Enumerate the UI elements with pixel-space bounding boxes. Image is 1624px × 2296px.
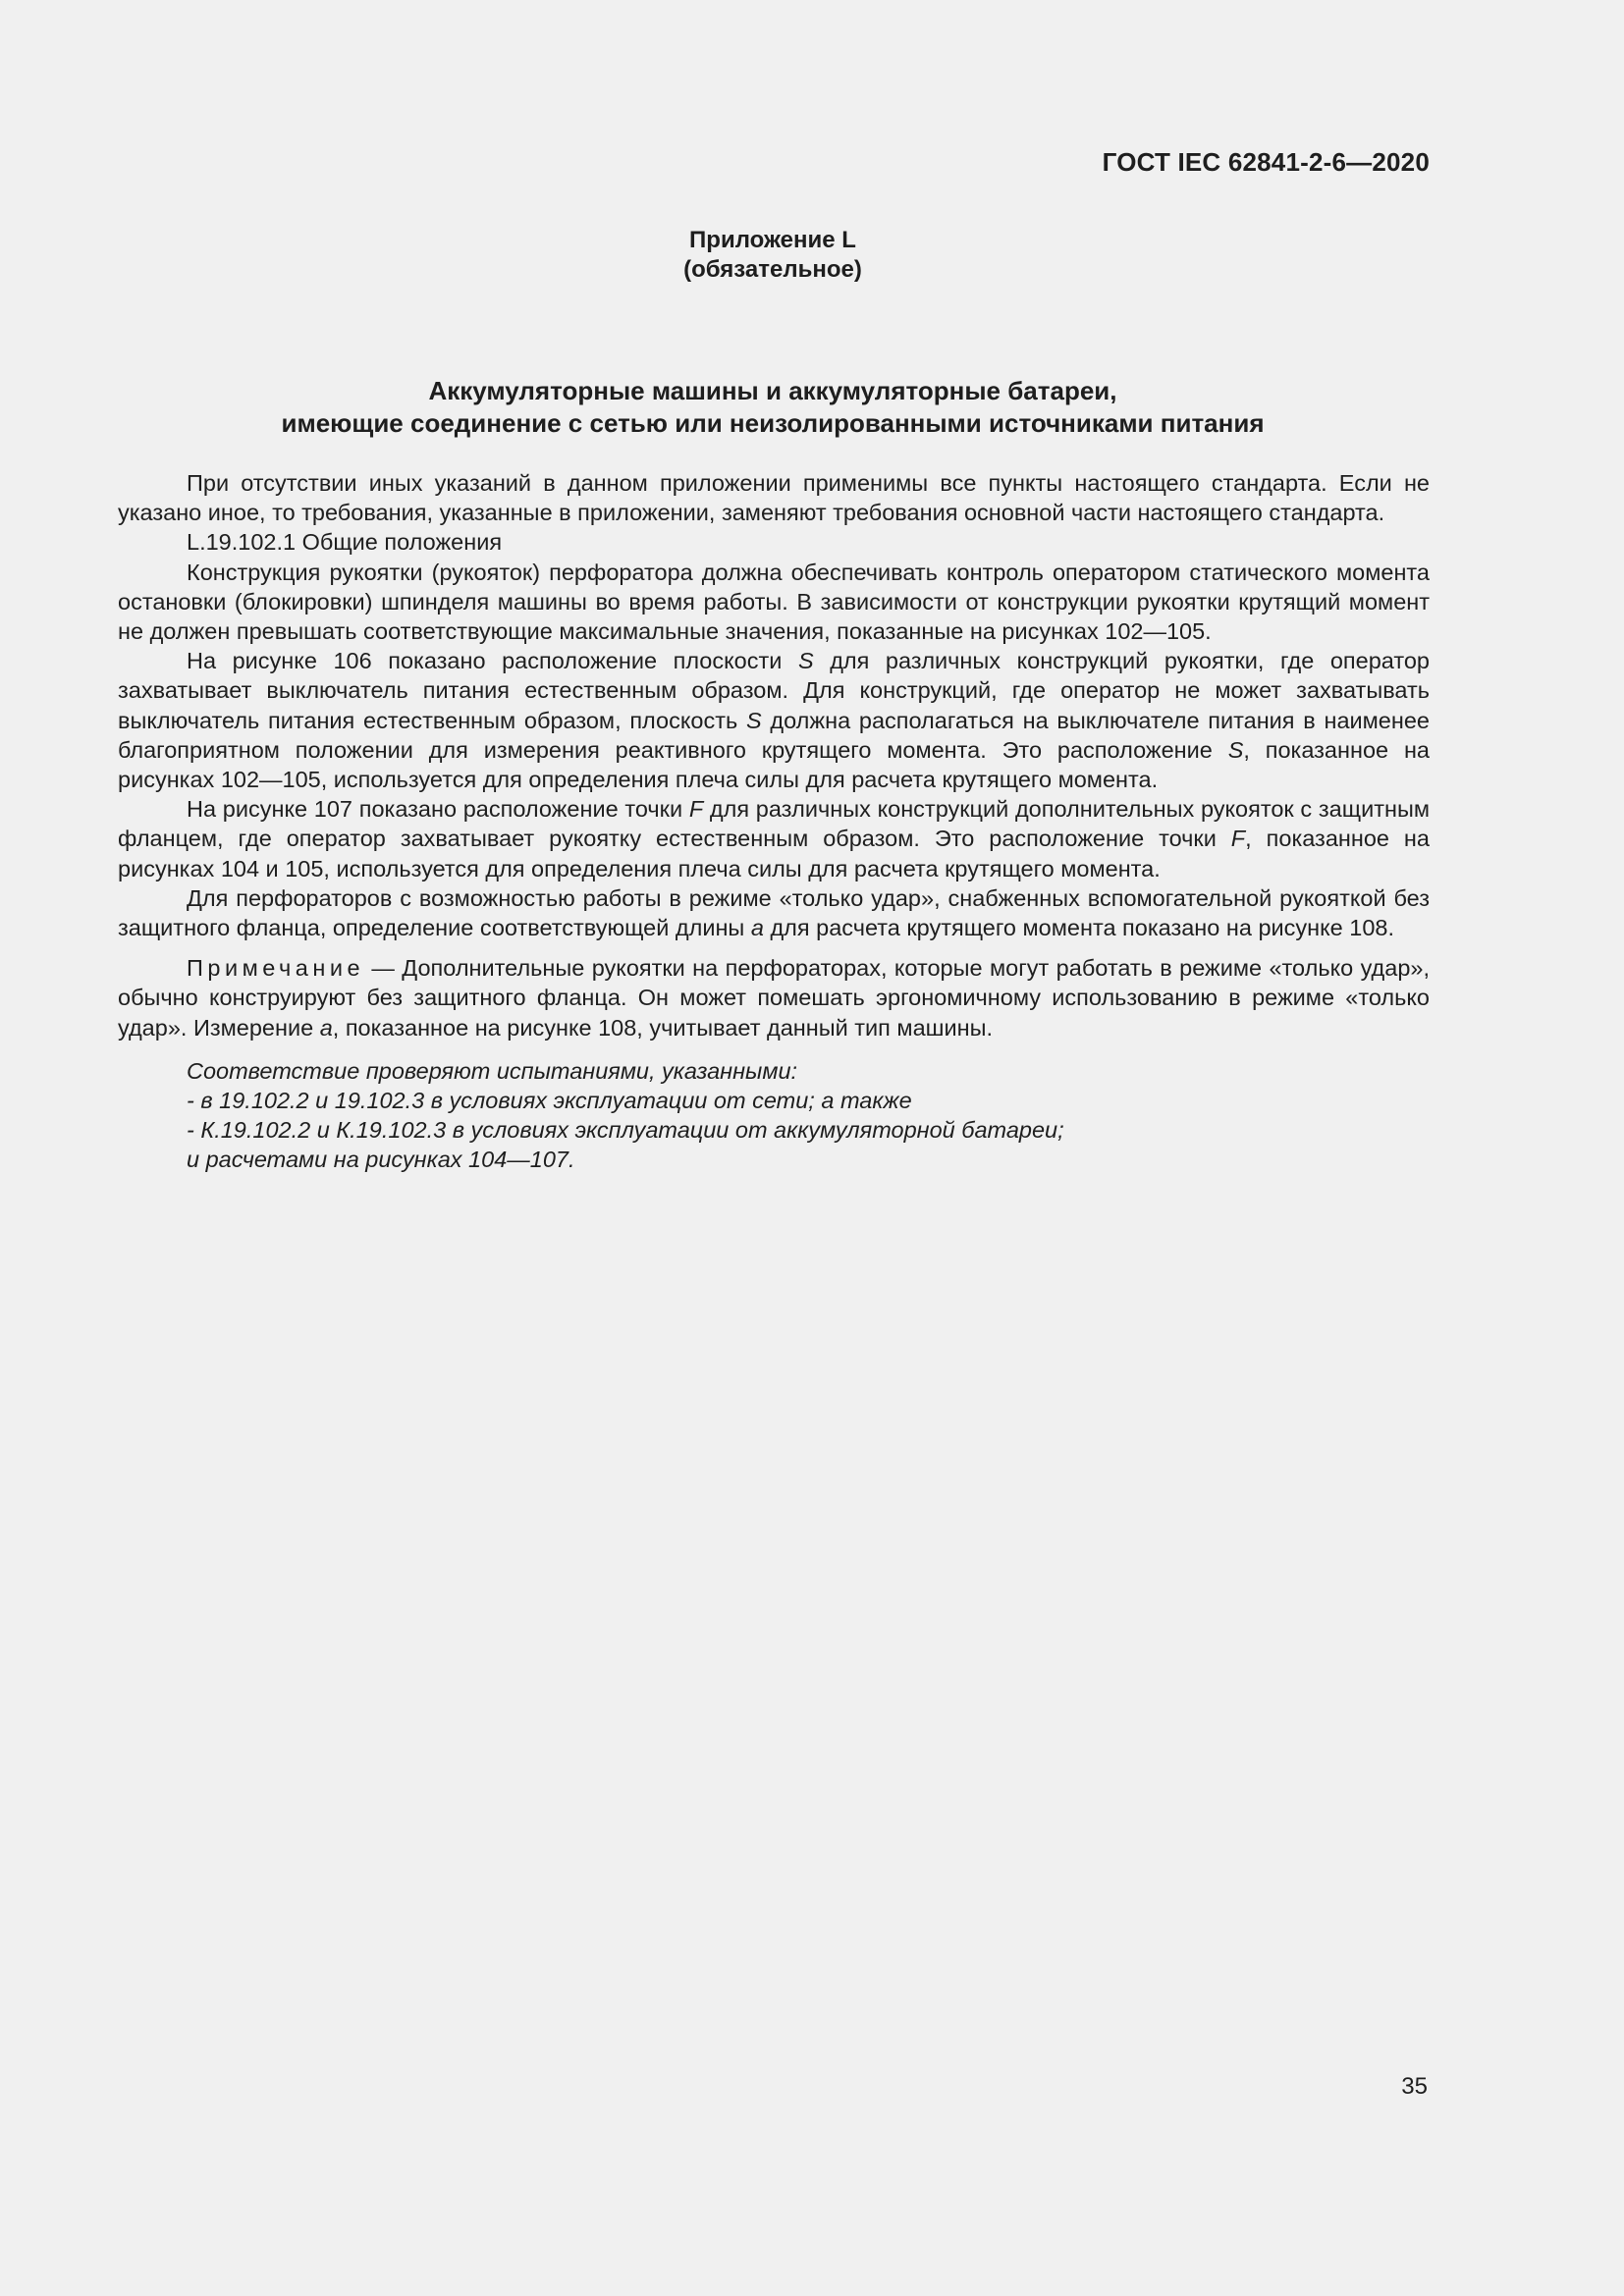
annex-body: [118, 468, 1430, 1175]
document-code: ГОСТ IEC 62841-2-6—2020: [1102, 147, 1430, 177]
paragraph-handle-design: Конструкция рукоятки (рукояток) перфоратора должна обеспечивать контроль оператором статического момента остановки (блокировки) шпинделя машины во время работы. В зависимости от конструкции рукоятки крутящий момент не должен превышать соответствующие максимальные значения, показанные на рисунках 102—105.: [118, 559, 1430, 645]
symbol-a: a: [750, 915, 764, 941]
annex-status: (обязательное): [683, 256, 862, 283]
compliance-line-4: и расчетами на рисунках 104—107.: [187, 1147, 575, 1173]
compliance-line-1: Соответствие проверяют испытаниями, указанными:: [187, 1057, 798, 1084]
annex-label: Приложение L: [689, 227, 856, 253]
section-heading: L.19.102.1 Общие положения: [187, 529, 503, 556]
compliance-line-3: - К.19.102.2 и К.19.102.3 в условиях эксплуатации от аккумуляторной батареи;: [187, 1117, 1064, 1144]
paragraph-point-f: На рисунке 107 показано расположение точки F для различных конструкций дополнительных рукояток с защитным фланцем, где оператор захватывает рукоятку естественным образом. Это расположение точки F, показанное на рисунках 104 и 105, используется для определения плеча силы для расчета крутящего момента.: [118, 796, 1430, 881]
annex-title: [0, 375, 1545, 440]
annex-title-line-2: имеющие соединение с сетью или неизолированными источниками питания: [281, 408, 1265, 438]
annex-heading: [0, 226, 1545, 285]
symbol-f: F: [688, 796, 704, 823]
symbol-s: S: [797, 648, 814, 674]
symbol-s: S: [745, 707, 762, 733]
symbol-s: S: [1227, 736, 1244, 763]
paragraph-length-a: Для перфораторов с возможностью работы в режиме «только удар», снабженных вспомогательной рукояткой без защитного фланца, определение соответствующей длины a для расчета крутящего момента показано на рисунке 108.: [118, 884, 1430, 941]
symbol-a: a: [319, 1014, 333, 1041]
symbol-f: F: [1230, 826, 1246, 852]
page-number: 35: [1401, 2073, 1428, 2100]
paragraph-plane-s: На рисунке 106 показано расположение плоскости S для различных конструкций рукоятки, где оператор захватывает выключатель питания естественным образом. Для конструкций, где оператор не может захватывать выключатель питания естественным образом, плоскость S должна располагаться на выключателе питания в наименее благоприятном положении для измерения реактивного крутящего момента. Это расположение S, показанное на рисунках 102—105, используется для определения плеча силы для расчета крутящего момента.: [118, 648, 1430, 793]
compliance-block: [118, 1056, 1430, 1175]
annex-title-line-1: Аккумуляторные машины и аккумуляторные батареи,: [428, 376, 1117, 405]
intro-paragraph: При отсутствии иных указаний в данном приложении применимы все пункты настоящего стандарта. Если не указано иное, то требования, указанные в приложении, заменяют требования основной части настоящего стандарта.: [118, 470, 1430, 526]
note-paragraph: Примечание — Дополнительные рукоятки на перфораторах, которые могут работать в режиме «только удар», обычно конструируют без защитного фланца. Он может помешать эргономичному использованию в режиме «только удар». Измерение a, показанное на рисунке 108, учитывает данный тип машины.: [118, 955, 1430, 1041]
note-label: Примечание: [187, 955, 365, 982]
compliance-line-2: - в 19.102.2 и 19.102.3 в условиях эксплуатации от сети; а также: [187, 1088, 912, 1114]
